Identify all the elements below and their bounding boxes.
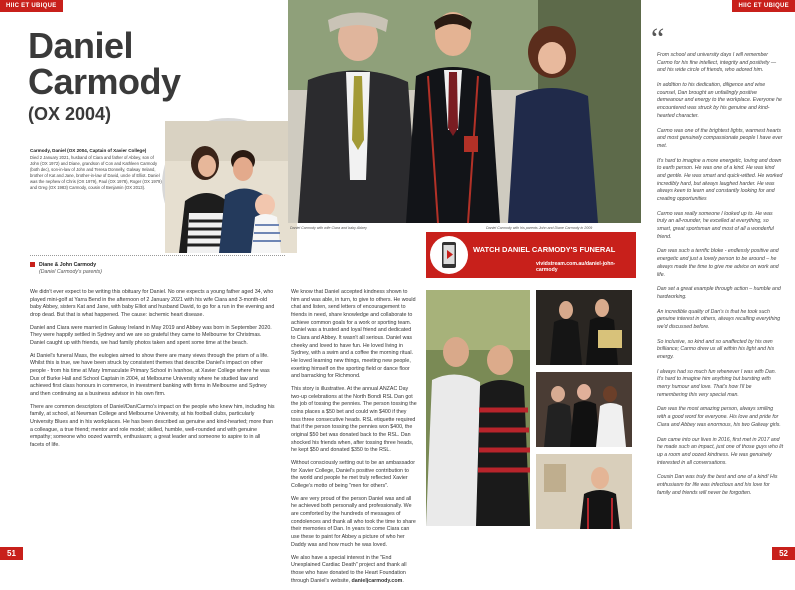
hero-photo <box>288 0 641 223</box>
tribute-quote: Dan was such a terrific bloke - endlessly positive and energetic and just a lovely person to be around – he always made the time to give me advice on work and life. <box>657 248 779 278</box>
bio-text: Died 2 January 2021, husband of Ciara and father of Abbey, son of John (OX 1972) and Diane, grandson of Con and Kathleen Carmody (both dec), son-in-law of John and Teresa Donnelly, Galway Ireland, brother of Kat and Jane, brother-in-law of David, uncle of Elliot. Daniel was the nephew of Chris (OX 1979), Paul (OX 1978), Roger (OX 1979) and Greg (OX 1983) Carmody, cousin of Benjamin (OX 2013). <box>30 154 162 191</box>
bio-name: Carmody, Daniel (OX 2004, Captain of Xavier College) <box>30 148 147 153</box>
closing-text: We also have a special interest in the "End Unexplained Cardiac Death" project and thank all those who have donated to the Heart Foundation through Daniel's website, <box>291 554 407 584</box>
author-names: Diane & John Carmody <box>39 262 97 268</box>
section-tag-left: HIIC ET UBIQUE <box>0 0 63 12</box>
article-column-1 <box>30 289 275 455</box>
author-relation: (Daniel Carmody's parents) <box>39 269 102 276</box>
page-number-left: 51 <box>0 547 23 560</box>
section-divider <box>30 255 285 256</box>
tribute-quote: Carmo was really someone I looked up to. He was truly an all-rounder, he excelled at everything, so smart, great sportsman and most of all a wonderful friend. <box>657 210 774 240</box>
football-photo-image <box>426 290 530 526</box>
tribute-quote: Dan was the most amazing person, always smiling with a good word for everyone. His love and pride for Ciara and Abbey was enormous, his two Galway girls. <box>657 406 781 428</box>
paragraph: Daniel and Ciara were married in Galway Ireland in May 2019 and Abbey was born in September 2020. They were happily settled in Sydney and we are so grateful they came to Melbourne for Christmas. Daniel caught up with friends, we had family photos taken and spent some time at the beach. <box>30 324 272 347</box>
quote-mark-icon: “ <box>651 22 665 55</box>
award-photo <box>536 290 632 365</box>
school-captain-photo-image <box>536 454 632 529</box>
tribute-quote: So inclusive, so kind and so unaffected by his own brilliance; Carmo drew us all within his light and his energy. <box>657 338 775 360</box>
title-line-2: Carmody <box>28 61 181 102</box>
tribute-quote: Cousin Dan was truly the best and one of a kind! His enthusiasm for life was infectious and his love for family and friends will never be forgotten. <box>657 474 778 496</box>
paragraph: Without consciously setting out to be an ambassador for Xavier College, Daniel's positive contribution to the world and people he met truly reflected Xavier College's motto of being "men for others". <box>291 460 415 490</box>
banner-title: WATCH DANIEL CARMODY'S FUNERAL <box>473 245 616 254</box>
funeral-stream-banner[interactable] <box>426 232 636 278</box>
graduation-photo-image <box>536 372 632 447</box>
author-credit <box>30 262 102 276</box>
article-column-2 <box>291 289 417 590</box>
paragraph: At Daniel's funeral Mass, the eulogies aimed to show there are many views through the prism of a life. Whilst this is true, we have been struck by consistent themes that describe Daniel's impact on other people - from his time at Mary Immaculate Primary School in Ivanhoe, at Xavier College where he was Dux of Burke Hall and School Captain in 2004, at Melbourne University where he studied law and achieved first class honours in commerce, in investment banking with firms in Melbourne and Sydney and then continuing as a business advisor in his own firm. <box>30 352 270 398</box>
bio-caption <box>30 148 162 191</box>
page-number-right: 52 <box>772 547 795 560</box>
tribute-quotes <box>657 52 783 504</box>
section-tag-right: HIIC ET UBIQUE <box>732 0 795 12</box>
tribute-quote: Dan set a great example through action – humble and hardworking. <box>657 286 781 300</box>
tribute-quote: It's hard to imagine a more energetic, loving and down to earth person. He was one of a kind. He was kind and gentle. He was smart and quick-witted. He worked incredibly hard, but always laughed harder. He was always keen to learn and constantly looking for and creating opportunities <box>657 157 783 202</box>
hero-caption-right: Daniel Carmody with his parents John and Diane Carmody in 2009 <box>486 226 593 230</box>
credit-bullet-icon <box>30 262 35 267</box>
paragraph: We are very proud of the person Daniel was and all he achieved both personally and professionally. We are comforted by the hundreds of messages of condolences and thank all who took the time to share their memories of Dan. In years to come Ciara can use these to paint for Abbey a picture of who her Daddy was and how much he was loved. <box>291 495 416 548</box>
tribute-quote: Carmo was one of the brightest lights, warmest hearts and most genuinely compassionate people I have ever met. <box>657 127 783 149</box>
hero-photo-image <box>288 0 641 223</box>
football-photo <box>426 290 530 526</box>
tribute-quote: I always had so much fun whenever I was with Dan. It's hard to imagine him anything but bursting with merry humour and love. That's how I'll be remembering this very special man. <box>657 368 777 398</box>
page-title <box>28 25 181 124</box>
paragraph: There are common descriptors of Daniel/Dan/Carmo's impact on the people who knew him, including his family, at school, at Newman College and Melbourne University, at his football clubs, particularly University Blues and in his workplaces. He has been described as genuine and kind-hearted; more than a colleague, a true friend; mentor and role model; skilled, humble, well-rounded and with genuine empathy; someone who oozed warmth, enthusiasm; a great leader and someone to aspire to in all facets of life. <box>30 403 275 449</box>
hero-caption-left: Daniel Carmody with wife Ciara and baby Abbey <box>290 226 367 230</box>
paragraph: We know that Daniel accepted kindness shown to him and was able, in turn, to give to others. He would chat and listen, send letters of encouragement to friends in need, share knowledge and collaborate to achieve common goals for a work or sporting team. Daniel was a trusted and loyal friend and dedicated to Ciara and Abbey. It wasn't all serious. Daniel was cheeky and loved to have fun. He loved living in Sydney, with a swim and a coffee the morning ritual. He loved learning new things, meeting new people, exerting himself on the sporting field or dance floor and barracking for Richmond. <box>291 289 416 380</box>
tribute-quote: In addition to his dedication, diligence and wise counsel, Dan brought an unfailingly positive demeanour and energy to the workplace. Everyone he encountered was struck by his genuine and kind-hearted character. <box>657 82 782 119</box>
title-line-1: Daniel <box>28 25 134 66</box>
banner-url[interactable]: vividstream.com.au/daniel-john-carmody <box>536 261 616 273</box>
tribute-quote: From school and university days I will remember Carmo for his fine intellect, integrity and positivity — and his wide circle of friends, who adored him. <box>657 52 777 74</box>
school-captain-photo <box>536 454 632 529</box>
graduation-photo <box>536 372 632 447</box>
phone-play-icon <box>430 236 468 274</box>
award-photo-image <box>536 290 632 365</box>
tribute-quote: Dan came into our lives in 2016, first met in 2017 and he made such an impact, just one of those guys who lit up a room and oozed kindness. He was genuinely interested in all conversations. <box>657 436 784 466</box>
family-portrait-photo <box>162 118 294 250</box>
paragraph: We didn't ever expect to be writing this obituary for Daniel. No one expects a young father aged 34, who played mini-golf at Yarra Bend in the afternoon of 2 January 2021 with his wife Ciara and 3-month-old baby Abbey, sisters Kat and Jane, with baby Elliot and husband David, to go for a run in the evening and drop dead. But that is what happened. The cause: ischemic heart disease. <box>30 289 275 319</box>
website-link[interactable]: danieljcarmody.com <box>351 577 403 584</box>
title-line-3: (OX 2004) <box>28 104 112 124</box>
paragraph: This story is illustrative. At the annual ANZAC Day two-up celebrations at the North Bondi RSL Dan got the job of tossing the pennies. The person tossing the coins places a $50 bet and could win $400 if they toss three consecutive heads. RSL etiquette required that if the person tossing the pennies won $400, the original $50 bet was donated back to the RSL. Dan shocked his friends when, after tossing three heads, he kept $50 and donated $350 to the RSL. <box>291 386 417 454</box>
closing-paragraph: We also have a special interest in the "End Unexplained Cardiac Death" project and thank all those who have donated to the Heart Foundation through Daniel's website, danieljcarmody.com. <box>291 554 407 584</box>
tribute-quote: An incredible quality of Dan's is that he took such genuine interest in others, always recalling everything we'd discussed before. <box>657 308 781 330</box>
family-portrait-image <box>165 121 297 253</box>
